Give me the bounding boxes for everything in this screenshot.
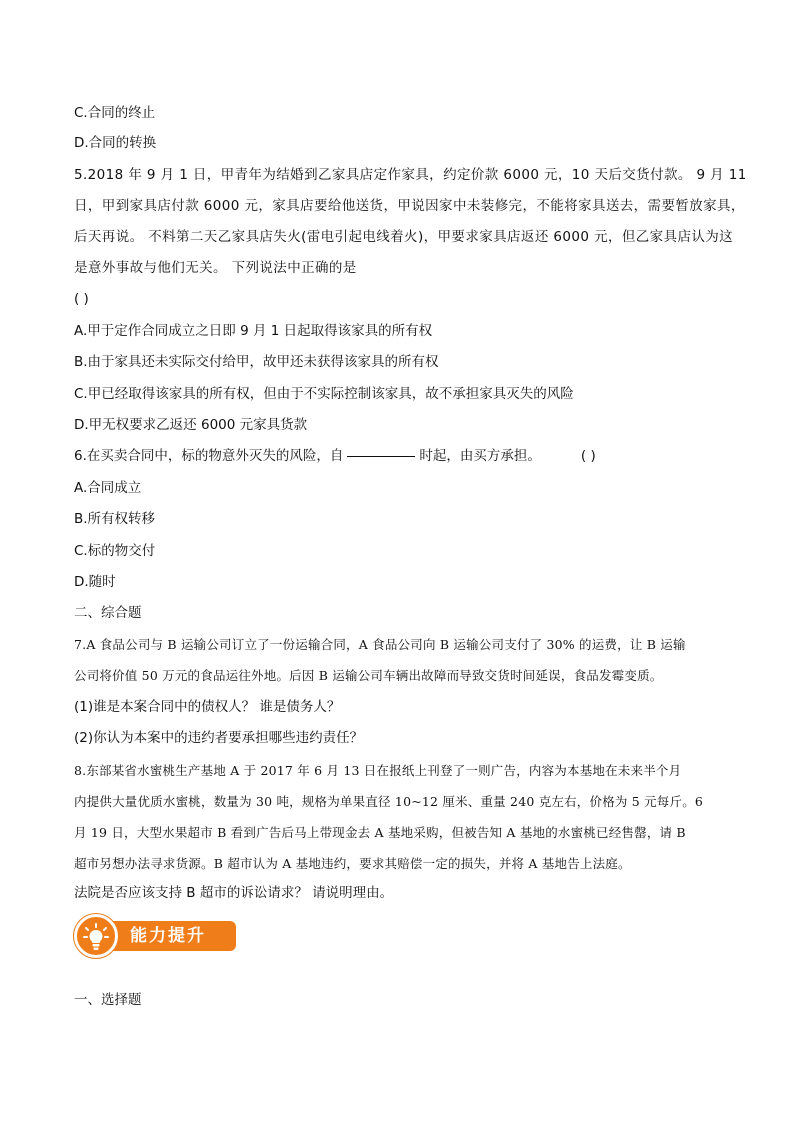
- banner-label: 能力提升: [130, 926, 206, 946]
- question-6: [74, 446, 596, 466]
- question-6-after: 时起，由买方承担。: [419, 448, 541, 464]
- q6-option-d: D.随时: [74, 574, 116, 590]
- q6-option-a: A.合同成立: [74, 480, 142, 496]
- q6-option-c: C.标的物交付: [74, 543, 156, 559]
- question-5-line-3: 后天再说。 不料第二天乙家具店失火(雷电引起电线着火)，甲要求家具店返还 6000 元，但乙家具店认为这: [74, 229, 734, 245]
- question-5-line-4: 是意外事故与他们无关。 下列说法中正确的是: [74, 260, 357, 276]
- answer-paren: ( ): [74, 291, 89, 307]
- q5-option-b: B.由于家具还未实际交付给甲，故甲还未获得该家具的所有权: [74, 354, 439, 370]
- section-heading-comprehensive: 二、综合题: [74, 605, 142, 621]
- question-8-prompt: 法院是否应该支持 B 超市的诉讼请求？ 请说明理由。: [74, 885, 394, 901]
- question-6-before: 6.在买卖合同中，标的物意外灭失的风险，自: [74, 448, 344, 464]
- question-7-sub-1: (1)谁是本案合同中的债权人？ 谁是债务人？: [74, 699, 341, 715]
- question-8-line-2: 内提供大量优质水蜜桃，数量为 30 吨，规格为单果直径 10~12 厘米、重量 240 克左右，价格为 5 元每斤。6: [74, 794, 704, 809]
- option-d-conversion: D.合同的转换: [74, 135, 157, 151]
- ability-banner: [74, 914, 236, 958]
- question-7-line-2: 公司将价值 50 万元的食品运往外地。后因 B 运输公司车辆出故障而导致交货时间延误，食品发霉变质。: [74, 668, 663, 683]
- q5-option-c: C.甲已经取得该家具的所有权，但由于不实际控制该家具，故不承担家具灭失的风险: [74, 386, 574, 402]
- q5-option-d: D.甲无权要求乙返还 6000 元家具货款: [74, 417, 308, 433]
- question-5-line-2: 日，甲到家具店付款 6000 元，家具店要给他送货，甲说因家中未装修完，不能将家具送去，需要暂放家具，: [74, 198, 745, 214]
- q6-option-b: B.所有权转移: [74, 511, 156, 527]
- question-7-sub-2: (2)你认为本案中的违约者要承担哪些违约责任？: [74, 730, 364, 746]
- question-8-line-3: 月 19 日，大型水果超市 B 看到广告后马上带现金去 A 基地采购，但被告知 A 基地的水蜜桃已经售罄，请 B: [74, 825, 686, 840]
- section-heading-choice: 一、选择题: [74, 992, 142, 1008]
- lightbulb-icon: [74, 914, 118, 958]
- fill-blank: [347, 456, 415, 457]
- q5-option-a: A.甲于定作合同成立之日即 9 月 1 日起取得该家具的所有权: [74, 323, 433, 339]
- question-5-line-1: 5.2018 年 9 月 1 日，甲青年为结婚到乙家具店定作家具，约定价款 6000 元，10 天后交货付款。 9 月 11: [74, 167, 747, 183]
- question-6-paren: ( ): [580, 448, 596, 464]
- question-8-line-4: 超市另想办法寻求货源。B 超市认为 A 基地违约，要求其赔偿一定的损失，并将 A 基地告上法庭。: [74, 856, 631, 871]
- option-c-termination: C.合同的终止: [74, 105, 156, 121]
- question-7-line-1: 7.A 食品公司与 B 运输公司订立了一份运输合同，A 食品公司向 B 运输公司支付了 30% 的运费，让 B 运输: [74, 637, 686, 652]
- question-8-line-1: 8.东部某省水蜜桃生产基地 A 于 2017 年 6 月 13 日在报纸上刊登了一则广告，内容为本基地在未来半个月: [74, 763, 682, 778]
